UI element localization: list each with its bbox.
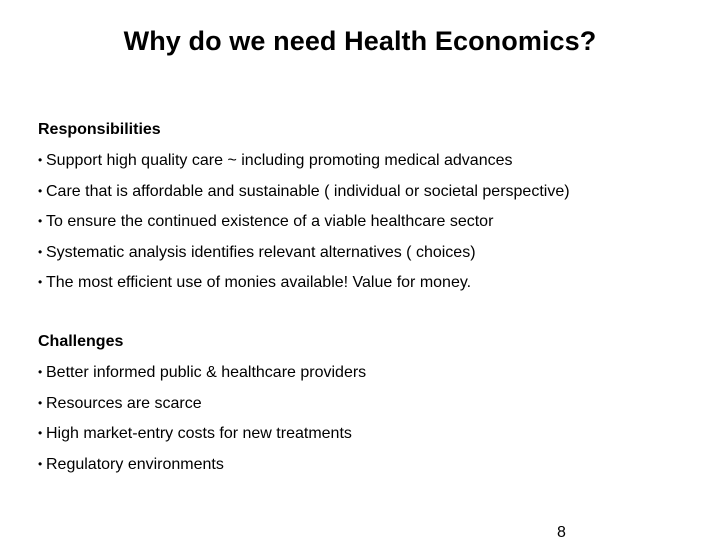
list-item: [38, 212, 570, 243]
list-item: [38, 151, 570, 182]
list-item: [38, 455, 366, 486]
list-item-text: Care that is affordable and sustainable ( individual or societal perspective): [46, 182, 570, 200]
slide-title: Why do we need Health Economics?: [123, 26, 597, 56]
list-item-text: High market-entry costs for new treatments: [46, 425, 352, 442]
challenges-heading: Challenges: [38, 333, 124, 350]
list-item: [38, 424, 366, 455]
list-item: [38, 394, 366, 425]
responsibilities-list: [38, 151, 570, 304]
list-item-text: Systematic analysis identifies relevant alternatives ( choices): [46, 243, 476, 261]
list-item-text: Regulatory environments: [46, 455, 224, 473]
bullet-icon: •: [38, 183, 43, 198]
bullet-icon: •: [38, 395, 43, 410]
list-item: [38, 182, 570, 213]
list-item-text: Resources are scarce: [46, 394, 202, 412]
bullet-icon: •: [38, 153, 43, 167]
list-item-text: Support high quality care ~ including promoting medical advances: [46, 152, 513, 169]
bullet-icon: •: [38, 244, 43, 259]
list-item-text: Better informed public & healthcare providers: [46, 364, 367, 381]
page-number: 8: [557, 524, 566, 540]
responsibilities-heading: Responsibilities: [38, 121, 161, 138]
list-item-text: The most efficient use of monies available! Value for money.: [46, 274, 472, 291]
list-item-text: To ensure the continued existence of a viable healthcare sector: [46, 213, 494, 230]
bullet-icon: •: [38, 456, 43, 471]
challenges-list: [38, 363, 366, 485]
bullet-icon: •: [38, 426, 43, 440]
list-item: [38, 243, 570, 274]
bullet-icon: •: [38, 214, 43, 228]
bullet-icon: •: [38, 365, 43, 379]
list-item: [38, 273, 570, 304]
list-item: [38, 363, 366, 394]
bullet-icon: •: [38, 275, 43, 289]
